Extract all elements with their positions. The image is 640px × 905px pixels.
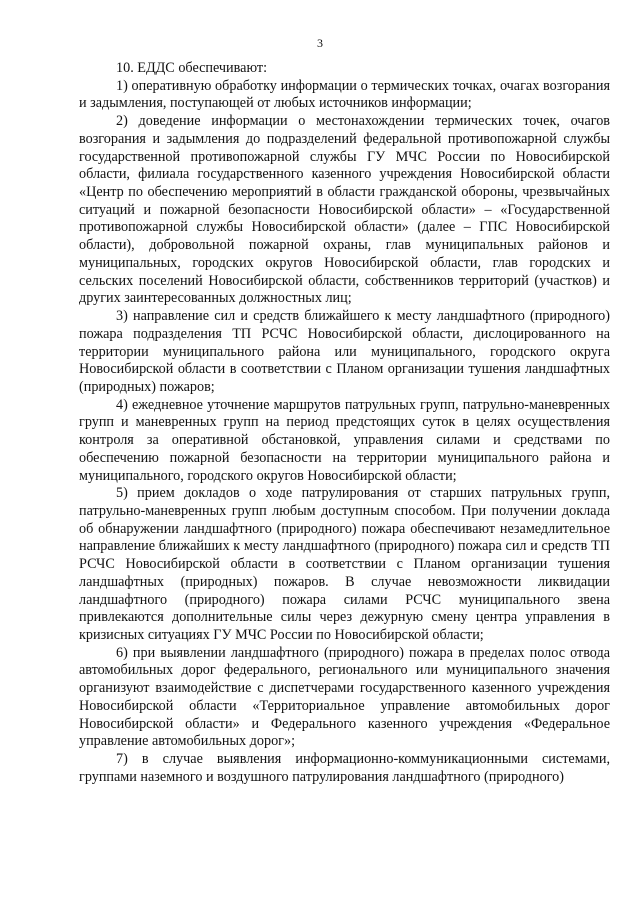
section-heading: 10. ЕДДС обеспечивают:: [116, 60, 268, 76]
list-item: 1) оперативную обработку информации о термических точках, очагах возгорания и задымления, поступающей от любых источников информации;: [79, 77, 610, 112]
list-item: 3) направление сил и средств ближайшего к месту ландшафтного (природного) пожара подразделения ТП РСЧС Новосибирской области, дислоцированного на территории муниципального района или муниципального, городского округа Новосибирской области в соответствии с Планом организации тушения ландшафтных (природных) пожаров;: [79, 308, 610, 395]
list-item: 6) при выявлении ландшафтного (природного) пожара в пределах полос отвода автомобильных дорог федерального, регионального или муниципального значения организуют взаимодействие с диспетчерами государственного казенного учреждения Новосибирской области «Территориальное управление автомобильных дорог Новосибирской области» и Федерального казенного учреждения «Федеральное управление автомобильных дорог»;: [79, 644, 610, 750]
document-body: [79, 60, 610, 786]
list-item: 4) ежедневное уточнение маршрутов патрульных групп, патрульно-маневренных групп и маневренных групп на период предстоящих суток в целях осуществления контроля за оперативной обстановкой, управления силами и средствами по обеспечению пожарной безопасности на территории муниципального района и муниципального, городского округов Новосибирской области;: [79, 396, 610, 484]
page-number: 3: [317, 36, 323, 50]
list-item: 7) в случае выявления информационно-коммуникационными системами, группами наземного и воздушного патрулирования ландшафтного (природного): [79, 751, 610, 785]
list-item: 2) доведение информации о местонахождении термических точек, очагов возгорания и задымления до подразделений федеральной противопожарной службы государственной противопожарной службы ГУ МЧС России по Новосибирской области, филиала государственного казенного учреждения Новосибирской области «Центр по обеспечению мероприятий в области гражданской обороны, чрезвычайных ситуаций и пожарной безопасности Новосибирской области» – «Государственной противопожарной службы Новосибирской области» (далее – ГПС Новосибирской области), добровольной пожарной охраны, глав муниципальных районов и муниципальных, городских округов Новосибирской области, глав городских и сельских поселений Новосибирской области, собственников территорий (участков) и других заинтересованных должностных лиц;: [79, 113, 610, 307]
list-item: 5) прием докладов о ходе патрулирования от старших патрульных групп, патрульно-маневренных групп любым доступным способом. При получении доклада об обнаружении ландшафтного (природного) пожара обеспечивают незамедлительное направление ближайших к месту ландшафтного (природного) пожара сил и средств ТП РСЧС Новосибирской области в соответствии с Планом организации тушения ландшафтных (природных) пожаров. В случае невозможности ликвидации ландшафтного (природного) пожара силами РСЧС муниципального звена привлекаются дополнительные силы через дежурную смену центра управления в кризисных ситуациях ГУ МЧС России по Новосибирской области;: [79, 485, 610, 643]
